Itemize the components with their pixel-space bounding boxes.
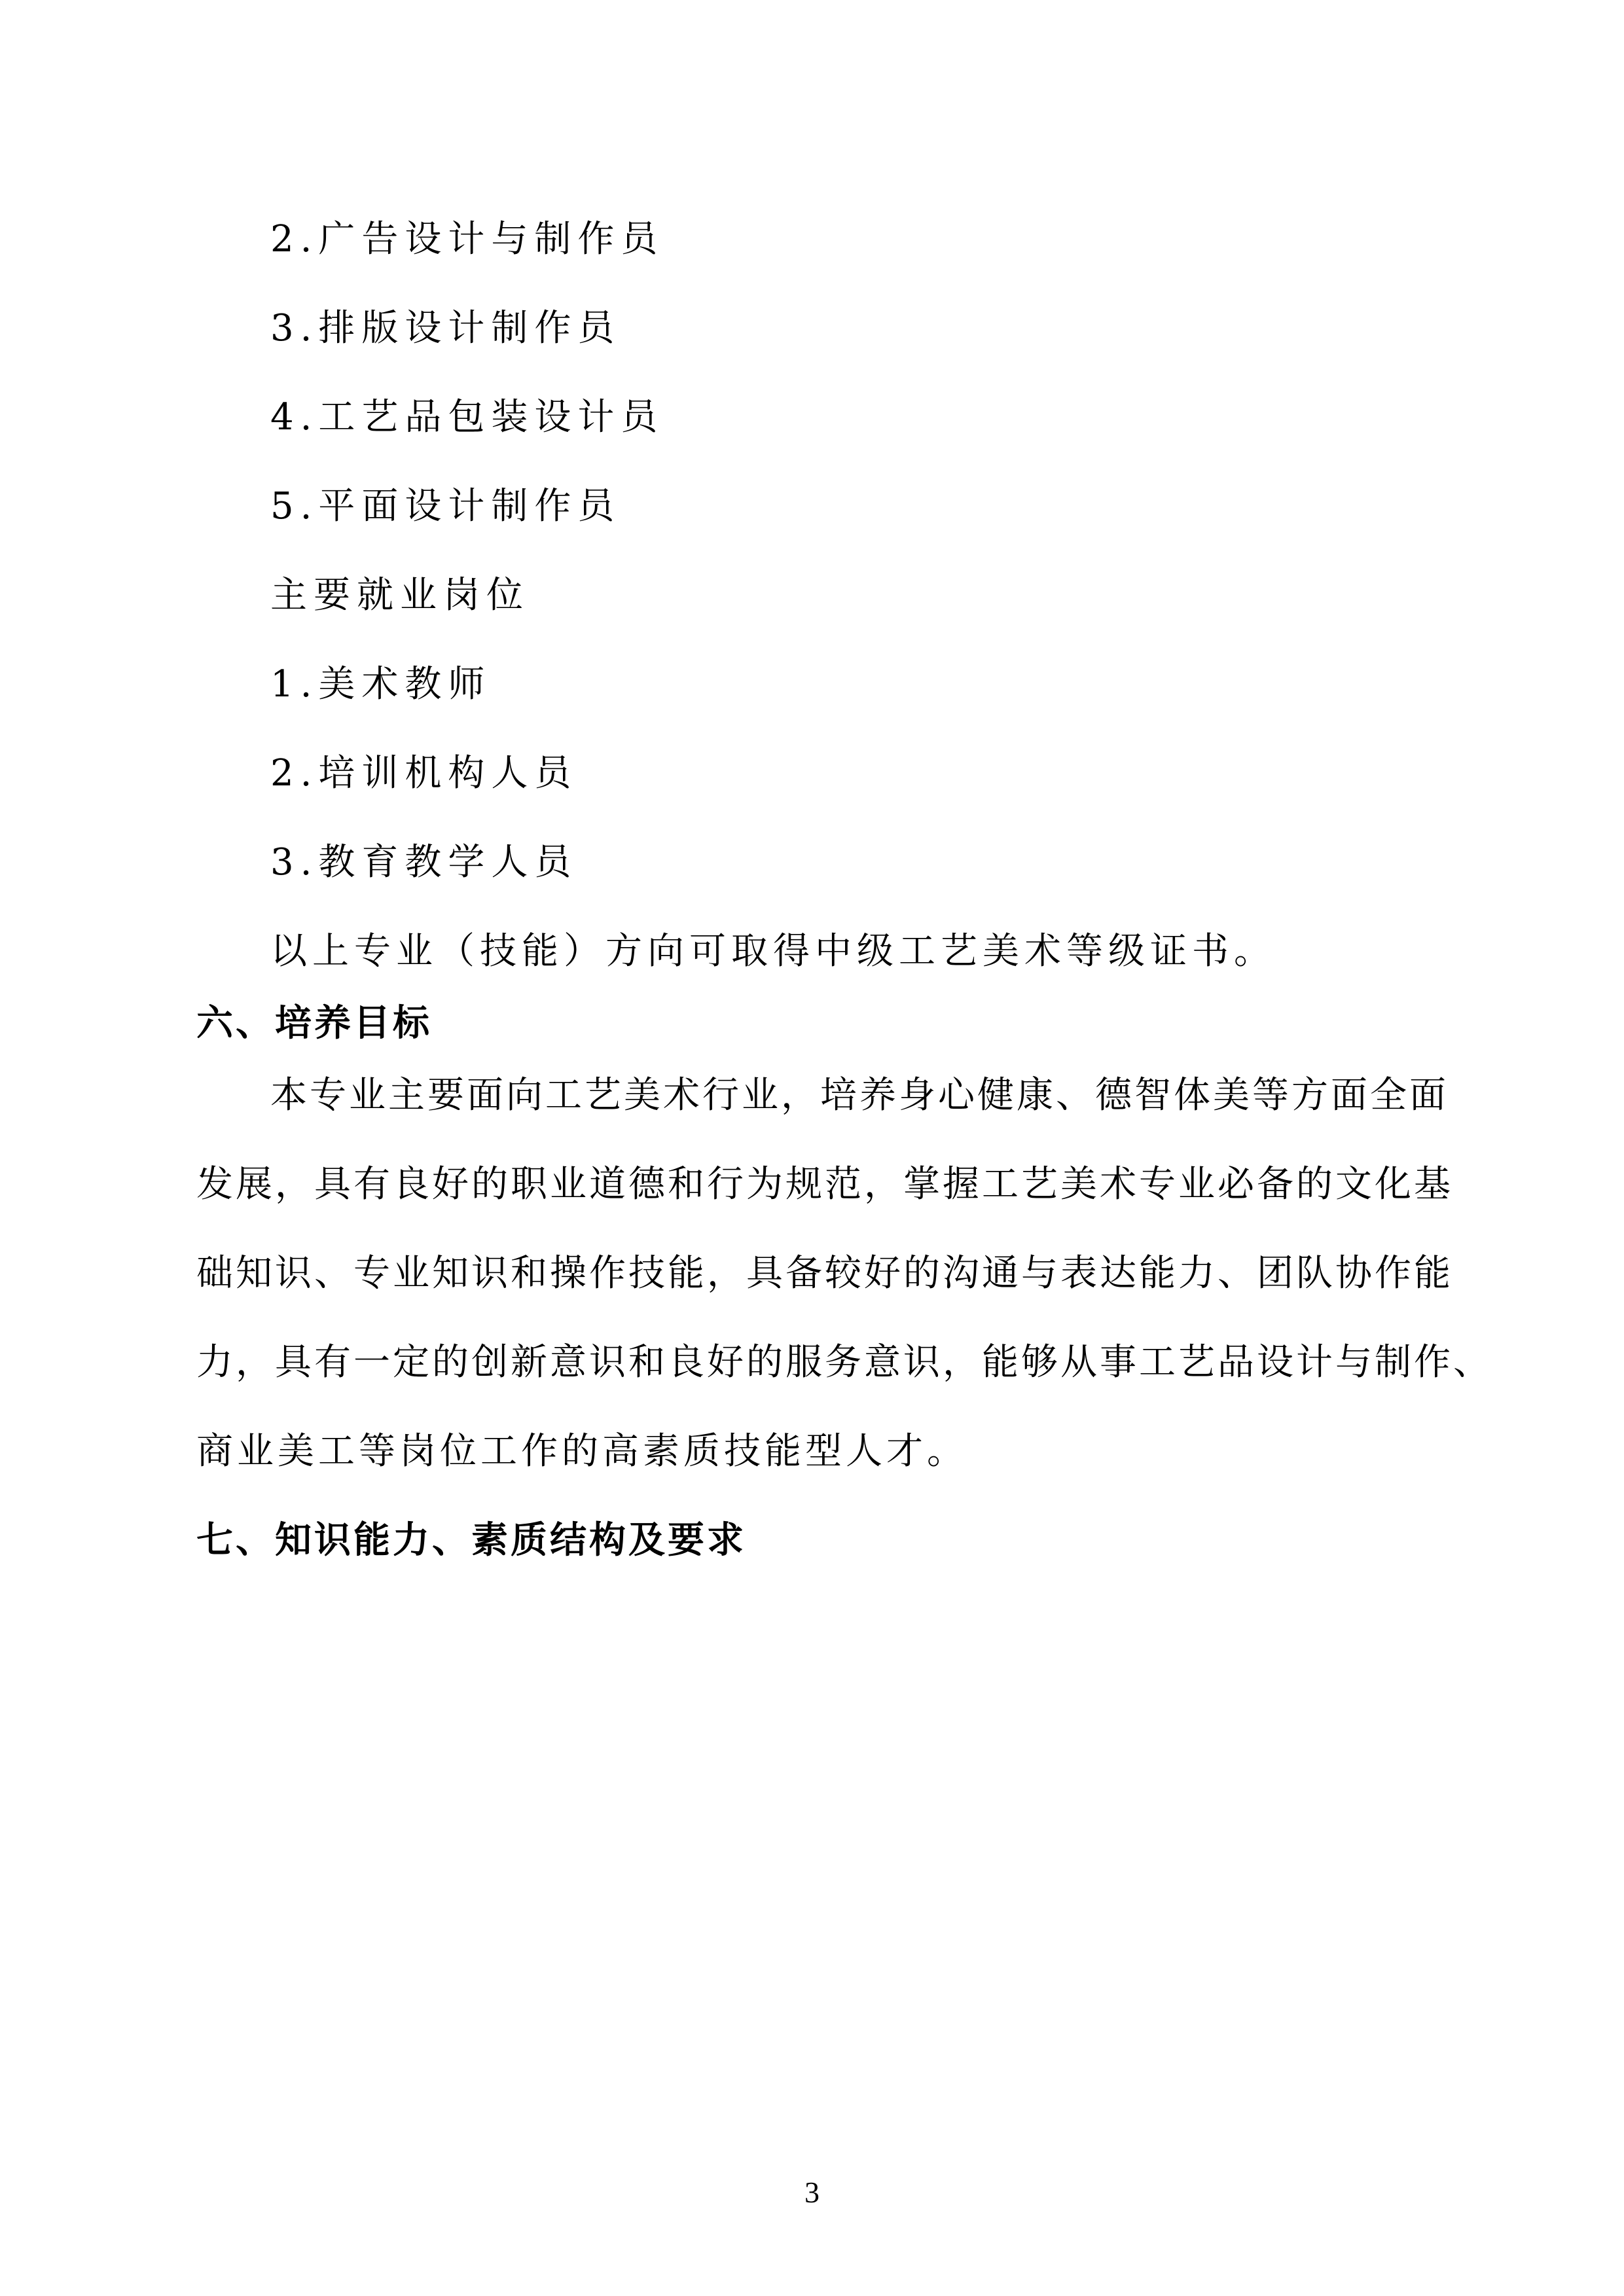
job-item-education-staff: 3.教育教学人员 [270,841,578,884]
job-item-art-teacher: 1.美术教师 [270,663,492,706]
jobs-heading: 主要就业岗位 [270,574,530,617]
section-6-line-4: 力，具有一定的创新意识和良好的服务意识，能够从事工艺品设计与制作、 [196,1341,1492,1384]
list-item-graphic-designer: 5.平面设计制作员 [270,485,621,528]
section-7-heading: 七、知识能力、素质结构及要求 [196,1519,746,1562]
list-item-packaging-designer: 4.工艺品包装设计员 [270,396,664,439]
job-item-training-staff: 2.培训机构人员 [270,752,578,795]
page-number: 3 [804,2176,820,2209]
certificate-note: 以上专业（技能）方向可取得中级工艺美术等级证书。 [270,930,1276,973]
section-6-heading: 六、培养目标 [196,1002,432,1045]
section-6-line-2: 发展，具有良好的职业道德和行为规范，掌握工艺美术专业必备的文化基 [196,1163,1453,1206]
list-item-ad-designer: 2.广告设计与制作员 [270,218,664,260]
section-6-line-3: 础知识、专业知识和操作技能，具备较好的沟通与表达能力、团队协作能 [196,1252,1453,1295]
section-6-line-1: 本专业主要面向工艺美术行业，培养身心健康、德智体美等方面全面 [270,1074,1449,1117]
section-6-line-5: 商业美工等岗位工作的高素质技能型人才。 [196,1430,967,1473]
list-item-layout-designer: 3.排版设计制作员 [270,307,621,350]
